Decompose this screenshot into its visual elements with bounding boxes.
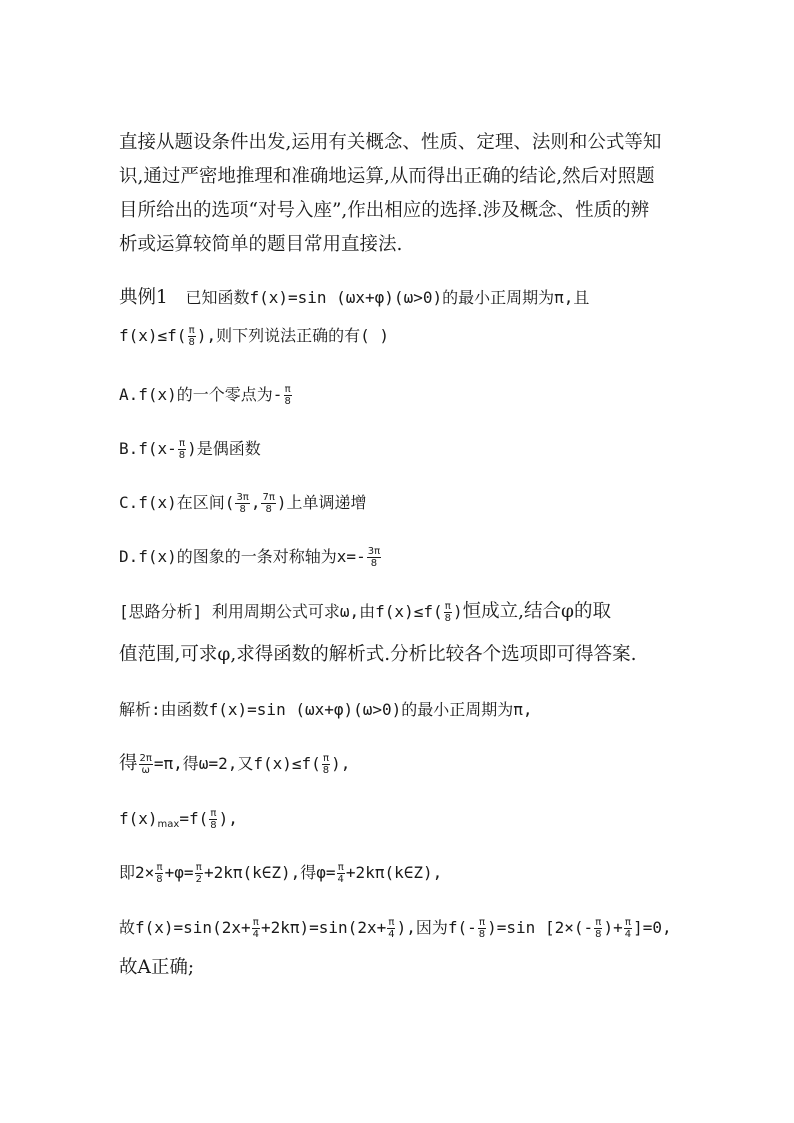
fraction: $\frac{\pi}{8}$: [210, 807, 217, 831]
fraction: $\frac{\pi}{2}$: [195, 861, 202, 885]
fraction: $\frac{3\pi}{8}$: [367, 545, 381, 569]
analysis-line-1: [思路分析] 利用周期公式可求ω,由f(x)≤f( $\frac{\pi}{8}$ )恒成立,结合φ的取: [119, 600, 611, 624]
intro-line-4: 析或运算较简单的题目常用直接法.: [119, 234, 403, 255]
solution-line-5: 故f(x)=sin(2x+ $\frac{\pi}{4}$ +2kπ)=sin(2x+ $\frac{\pi}{4}$ ),因为f(- $\frac{\pi}{8}$ )=sin [2×(- $\frac{\pi}{8}$ )+ $\frac{\pi}{4}$ ]=0,: [119, 916, 672, 940]
fraction: $\frac{\pi}{8}$: [478, 916, 486, 940]
fraction: $\frac{\pi}{8}$: [322, 752, 330, 776]
fraction: $\frac{2\pi}{\omega}$: [139, 752, 152, 776]
fraction: $\frac{\pi}{4}$: [337, 861, 344, 885]
fraction: $\frac{\pi}{8}$: [284, 383, 291, 407]
option-c: C.f(x)在区间( $\frac{3\pi}{8}$ , $\frac{7\pi}{8}$ )上单调递增: [119, 491, 367, 515]
intro-line-1: 直接从题设条件出发,运用有关概念、性质、定理、法则和公式等知: [119, 132, 662, 153]
fraction: $\frac{\pi}{8}$: [178, 437, 186, 461]
example-line-2: f(x)≤f( $\frac{\pi}{8}$ ),则下列说法正确的有( ): [119, 324, 389, 348]
fraction: $\frac{\pi}{4}$: [624, 916, 632, 940]
fraction: $\frac{\pi}{8}$: [595, 916, 602, 940]
option-a: A.f(x)的一个零点为- $\frac{\pi}{8}$: [119, 383, 291, 407]
fraction: $\frac{\pi}{4}$: [252, 916, 259, 940]
solution-line-6: 故A正确;: [119, 957, 195, 978]
example-line-1: [119, 286, 589, 310]
option-d: D.f(x)的图象的一条对称轴为x=- $\frac{3\pi}{8}$: [119, 545, 381, 569]
fraction: $\frac{3\pi}{8}$: [236, 491, 249, 515]
fraction: $\frac{\pi}{8}$: [444, 600, 451, 624]
intro-line-2: 识,通过严密地推理和准确地运算,从而得出正确的结论,然后对照题: [119, 166, 655, 187]
option-b: B.f(x- $\frac{\pi}{8}$ )是偶函数: [119, 437, 261, 461]
solution-line-1: 解析:由函数f(x)=sin (ωx+φ)(ω>0)的最小正周期为π,: [119, 700, 533, 719]
fraction: $\frac{\pi}{8}$: [188, 324, 195, 348]
example-label: 典例1: [119, 287, 168, 308]
fraction: $\frac{\pi}{4}$: [388, 916, 395, 940]
solution-line-3: $f(x)_{max}=f$( $\frac{\pi}{8}$ ),: [119, 807, 238, 831]
intro-line-3: 目所给出的选项“对号入座”,作出相应的选择.涉及概念、性质的辨: [119, 200, 650, 221]
solution-line-4: 即2× $\frac{\pi}{8}$ +φ= $\frac{\pi}{2}$ +2kπ(k∈Z),得φ= $\frac{\pi}{4}$ +2kπ(k∈Z),: [119, 861, 443, 885]
solution-line-2: 得 $\frac{2\pi}{\omega}$ =π,得ω=2,又f(x)≤f( $\frac{\pi}{8}$ ),: [119, 752, 351, 776]
analysis-line-2: 值范围,可求φ,求得函数的解析式.分析比较各个选项即可得答案.: [119, 644, 637, 665]
fraction: $\frac{7\pi}{8}$: [262, 491, 275, 515]
example-statement: 已知函数f(x)=sin (ωx+φ)(ω>0)的最小正周期为π,且: [185, 288, 590, 307]
fraction: $\frac{\pi}{8}$: [156, 861, 163, 885]
